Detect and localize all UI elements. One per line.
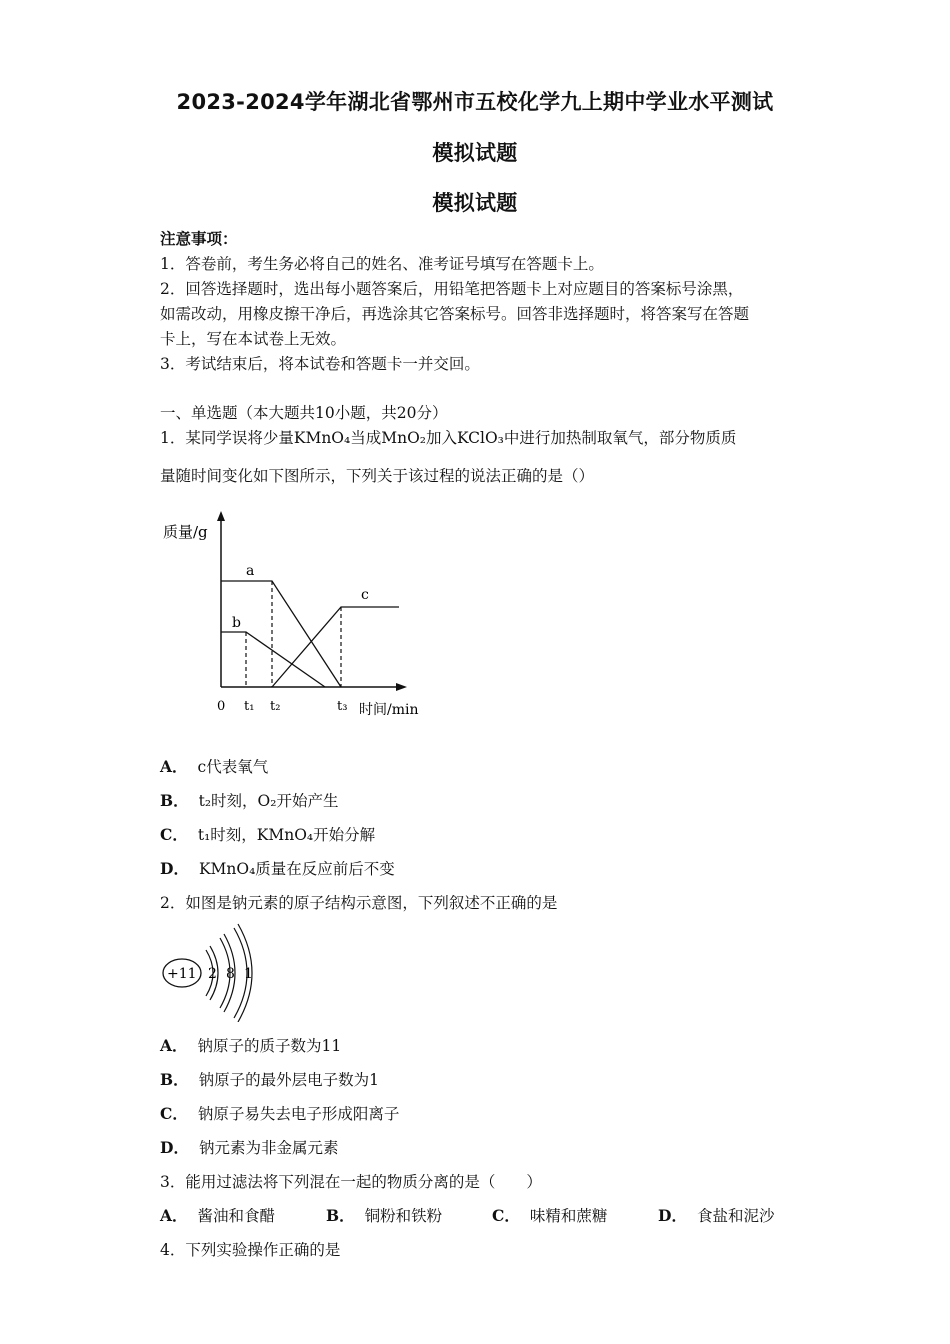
q2-option-b[interactable]: B． 钠原子的最外层电子数为1 xyxy=(160,1070,379,1089)
q1-stem-line1: 1．某同学误将少量KMnO₄当成MnO₂加入KClO₃中进行加热制取氧气，部分物质质 xyxy=(160,429,737,447)
q3-option-c[interactable]: C． 味精和蔗糖 xyxy=(492,1206,608,1225)
series-b-label: b xyxy=(232,615,241,631)
q1-stem-line2: 量随时间变化如下图所示，下列关于该过程的说法正确的是（） xyxy=(160,467,595,485)
series-c-line xyxy=(272,607,399,687)
notice-item: 3．考试结束后，将本试卷和答题卡一并交回。 xyxy=(160,355,480,373)
q2-option-a[interactable]: A． 钠原子的质子数为11 xyxy=(160,1036,342,1055)
q1-option-d[interactable]: D． KMnO₄质量在反应前后不变 xyxy=(160,859,395,878)
q3-option-a[interactable]: A． 酱油和食醋 xyxy=(160,1206,276,1225)
shell-electron-count: 2 xyxy=(208,966,217,982)
q2-option-c[interactable]: C． 钠原子易失去电子形成阳离子 xyxy=(160,1104,400,1123)
series-c-label: c xyxy=(361,587,369,603)
notice-heading: 注意事项： xyxy=(160,229,238,248)
document-subtitle: 模拟试题 xyxy=(432,141,518,165)
q1-chart xyxy=(155,505,445,725)
shell-electron-count: 8 xyxy=(226,966,235,982)
q2-stem: 2．如图是钠元素的原子结构示意图，下列叙述不正确的是 xyxy=(160,894,558,912)
x-tick-label: t₁ xyxy=(244,699,255,714)
x-axis-label: 时间/min xyxy=(359,702,419,718)
x-tick-label: t₃ xyxy=(337,699,348,714)
q3-stem: 3．能用过滤法将下列混在一起的物质分离的是（ ） xyxy=(160,1173,542,1191)
q1-option-a[interactable]: A． c代表氧气 xyxy=(160,757,269,776)
notice-item: 卡上，写在本试卷上无效。 xyxy=(160,330,347,348)
section-heading: 一、单选题（本大题共10小题，共20分） xyxy=(160,404,448,422)
x-tick-label: 0 xyxy=(217,699,226,714)
y-axis-arrow xyxy=(217,511,225,521)
q3-option-b[interactable]: B． 铜粉和铁粉 xyxy=(326,1206,443,1225)
x-axis-arrow xyxy=(396,683,407,691)
notice-item: 2．回答选择题时，选出每小题答案后，用铅笔把答题卡上对应题目的答案标号涂黑， xyxy=(160,280,744,298)
q3-options-row xyxy=(160,1204,824,1226)
series-b-line xyxy=(221,632,325,687)
y-axis-label: 质量/g xyxy=(163,523,208,541)
sodium-atom-diagram xyxy=(158,922,268,1022)
document-title: 2023-2024学年湖北省鄂州市五校化学九上期中学业水平测试 xyxy=(176,90,774,114)
notice-item: 1．答卷前，考生务必将自己的姓名、准考证号填写在答题卡上。 xyxy=(160,255,604,273)
q1-option-c[interactable]: C． t₁时刻，KMnO₄开始分解 xyxy=(160,825,376,844)
q1-option-b[interactable]: B． t₂时刻，O₂开始产生 xyxy=(160,791,339,810)
q3-option-d[interactable]: D． 食盐和泥沙 xyxy=(658,1206,775,1225)
q4-stem: 4．下列实验操作正确的是 xyxy=(160,1241,341,1259)
document-subtitle-repeat: 模拟试题 xyxy=(432,191,518,215)
q2-option-d[interactable]: D． 钠元素为非金属元素 xyxy=(160,1138,339,1157)
nucleus-charge: +11 xyxy=(167,966,197,982)
series-a-label: a xyxy=(246,563,255,579)
notice-item: 如需改动，用橡皮擦干净后，再选涂其它答案标号。回答非选择题时，将答案写在答题 xyxy=(160,305,750,323)
series-a-line xyxy=(221,581,341,687)
x-tick-label: t₂ xyxy=(270,699,281,714)
shell-electron-count: 1 xyxy=(244,966,253,982)
